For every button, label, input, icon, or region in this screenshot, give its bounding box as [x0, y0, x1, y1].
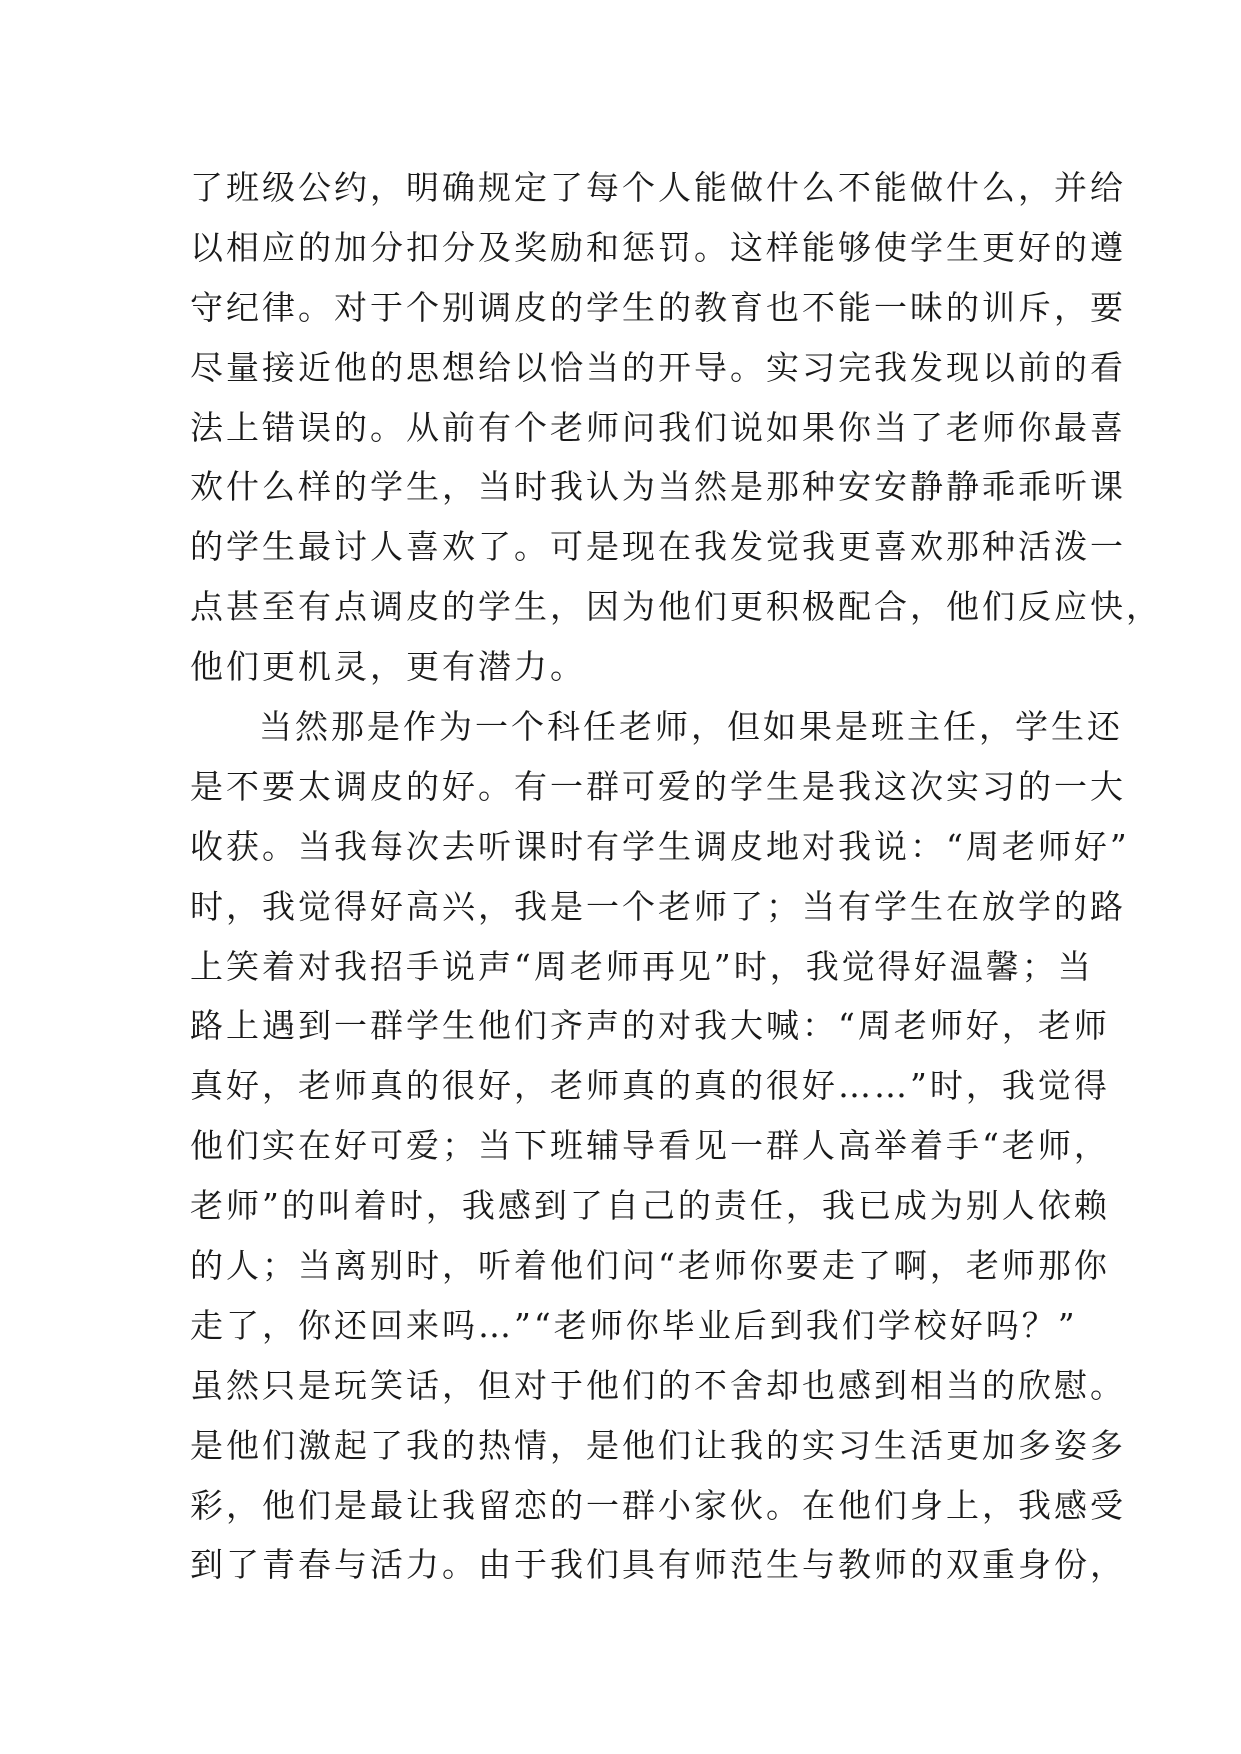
text-line: 虽然只是玩笑话，但对于他们的不舍却也感到相当的欣慰。 — [190, 1365, 1126, 1405]
text-line: 彩，他们是最让我留恋的一群小家伙。在他们身上，我感受 — [190, 1485, 1126, 1525]
text-line: 尽量接近他的思想给以恰当的开导。实习完我发现以前的看 — [190, 347, 1126, 387]
text-line: 真好，老师真的很好，老师真的真的很好……”时，我觉得 — [190, 1066, 1110, 1106]
text-line: 法上错误的。从前有个老师问我们说如果你当了老师你最喜 — [190, 407, 1126, 447]
text-line: 到了青春与活力。由于我们具有师范生与教师的双重身份， — [190, 1545, 1126, 1585]
text-line: 收获。当我每次去听课时有学生调皮地对我说：“周老师好” — [190, 826, 1130, 866]
text-line: 他们更机灵，更有潜力。 — [190, 647, 586, 687]
text-line: 点甚至有点调皮的学生，因为他们更积极配合，他们反应快， — [190, 587, 1162, 627]
text-line: 是不要太调皮的好。有一群可爱的学生是我这次实习的一大 — [190, 766, 1126, 806]
text-line: 老师”的叫着时，我感到了自己的责任，我已成为别人依赖 — [190, 1186, 1110, 1226]
text-line: 了班级公约，明确规定了每个人能做什么不能做什么，并给 — [190, 168, 1126, 207]
text-line: 上笑着对我招手说声“周老师再见”时，我觉得好温馨；当 — [190, 946, 1094, 986]
text-line: 路上遇到一群学生他们齐声的对我大喊：“周老师好，老师 — [190, 1006, 1110, 1046]
paragraph-first-line: 当然那是作为一个科任老师，但如果是班主任，学生还 — [259, 707, 1123, 747]
text-line: 的学生最讨人喜欢了。可是现在我发觉我更喜欢那种活泼一 — [190, 527, 1126, 567]
body-text — [190, 158, 1162, 1595]
text-line: 以相应的加分扣分及奖励和惩罚。这样能够使学生更好的遵 — [190, 227, 1126, 267]
text-line: 欢什么样的学生，当时我认为当然是那种安安静静乖乖听课 — [190, 467, 1126, 507]
text-line: 他们实在好可爱；当下班辅导看见一群人高举着手“老师， — [190, 1126, 1110, 1166]
text-line: 是他们激起了我的热情，是他们让我的实习生活更加多姿多 — [190, 1425, 1126, 1465]
text-line: 守纪律。对于个别调皮的学生的教育也不能一昧的训斥，要 — [190, 287, 1126, 327]
text-line: 走了，你还回来吗…”“老师你毕业后到我们学校好吗？” — [190, 1305, 1078, 1345]
text-line: 的人；当离别时，听着他们问“老师你要走了啊，老师那你 — [190, 1246, 1110, 1286]
text-line: 时，我觉得好高兴，我是一个老师了；当有学生在放学的路 — [190, 886, 1126, 926]
